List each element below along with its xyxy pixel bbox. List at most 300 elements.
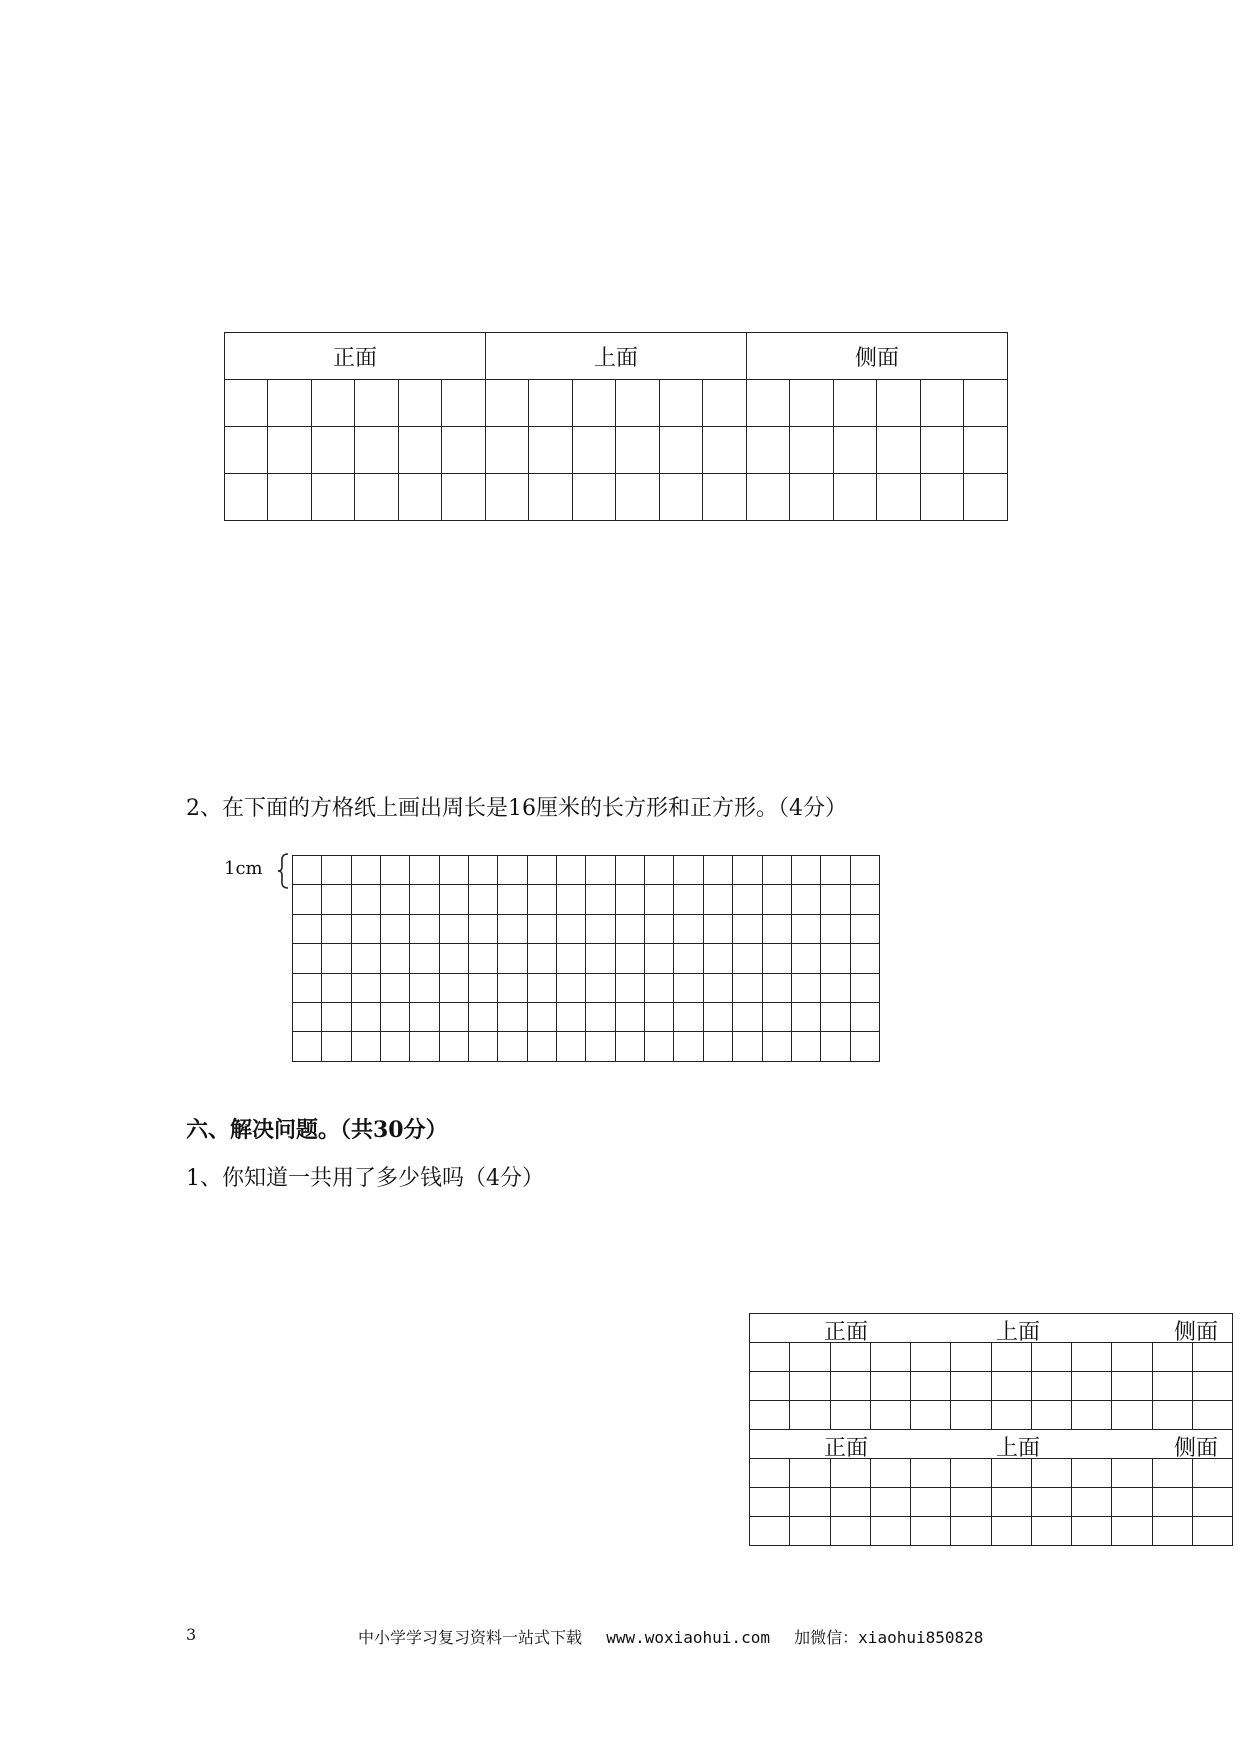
grid-paper-cell[interactable]	[645, 1032, 674, 1061]
grid-cell[interactable]	[1152, 1459, 1192, 1488]
grid-paper-cell[interactable]	[821, 1002, 850, 1031]
square-grid-paper[interactable]	[292, 855, 880, 1062]
grid-cell[interactable]	[1192, 1343, 1232, 1372]
grid-paper-cell[interactable]	[703, 856, 732, 885]
grid-paper-cell[interactable]	[733, 856, 762, 885]
grid-paper-cell[interactable]	[469, 856, 498, 885]
grid-cell[interactable]	[1072, 1488, 1112, 1517]
grid-paper-cell[interactable]	[527, 856, 556, 885]
grid-paper-cell[interactable]	[410, 973, 439, 1002]
grid-paper-cell[interactable]	[322, 1032, 351, 1061]
grid-paper-cell[interactable]	[293, 914, 322, 943]
grid-paper-cell[interactable]	[410, 1002, 439, 1031]
grid-paper-cell[interactable]	[821, 856, 850, 885]
grid-paper-cell[interactable]	[469, 944, 498, 973]
grid-cell[interactable]	[911, 1459, 951, 1488]
grid-cell[interactable]	[746, 380, 789, 427]
grid-cell[interactable]	[951, 1372, 991, 1401]
grid-cell[interactable]	[750, 1488, 790, 1517]
grid-cell[interactable]	[870, 1372, 910, 1401]
grid-paper-cell[interactable]	[557, 1032, 586, 1061]
grid-paper-cell[interactable]	[615, 944, 644, 973]
grid-cell[interactable]	[877, 380, 920, 427]
grid-cell[interactable]	[1152, 1517, 1192, 1546]
grid-paper-cell[interactable]	[703, 944, 732, 973]
grid-paper-cell[interactable]	[615, 885, 644, 914]
views-table-bottom-header-row	[750, 1314, 1233, 1343]
grid-cell[interactable]	[1152, 1343, 1192, 1372]
grid-cell[interactable]	[790, 474, 833, 521]
scale-brace-icon	[276, 852, 290, 890]
grid-cell[interactable]	[268, 427, 311, 474]
grid-cell[interactable]	[703, 380, 747, 427]
grid-paper-cell[interactable]	[410, 856, 439, 885]
grid-paper-cell[interactable]	[469, 885, 498, 914]
grid-cell[interactable]	[790, 1372, 830, 1401]
grid-paper-cell[interactable]	[850, 944, 879, 973]
grid-paper-cell[interactable]	[527, 885, 556, 914]
grid-cell[interactable]	[920, 474, 963, 521]
grid-cell[interactable]	[442, 427, 486, 474]
grid-paper-cell[interactable]	[351, 1002, 380, 1031]
grid-cell[interactable]	[311, 427, 354, 474]
grid-cell[interactable]	[790, 1488, 830, 1517]
section-6-title: 六、解决问题。（共30分）	[186, 1117, 448, 1143]
grid-cell[interactable]	[1072, 1459, 1112, 1488]
grid-paper-cell[interactable]	[381, 1002, 410, 1031]
grid-cell[interactable]	[790, 1517, 830, 1546]
grid-cell[interactable]	[572, 380, 615, 427]
grid-paper-cell[interactable]	[439, 885, 468, 914]
grid-paper-cell[interactable]	[557, 1002, 586, 1031]
grid-cell[interactable]	[790, 1459, 830, 1488]
grid-paper-cell[interactable]	[615, 1032, 644, 1061]
grid-cell[interactable]	[225, 380, 268, 427]
grid-cell[interactable]	[355, 474, 398, 521]
grid-cell[interactable]	[1192, 1401, 1232, 1430]
grid-paper-cell[interactable]	[351, 944, 380, 973]
grid-cell[interactable]	[1112, 1517, 1152, 1546]
grid-cell[interactable]	[659, 427, 702, 474]
grid-cell[interactable]	[355, 427, 398, 474]
grid-cell[interactable]	[442, 380, 486, 427]
grid-paper-cell[interactable]	[527, 973, 556, 1002]
grid-paper-cell[interactable]	[821, 973, 850, 1002]
grid-cell[interactable]	[911, 1488, 951, 1517]
grid-paper-cell[interactable]	[821, 914, 850, 943]
grid-paper-cell[interactable]	[381, 914, 410, 943]
grid-cell[interactable]	[991, 1372, 1031, 1401]
grid-paper-cell[interactable]	[674, 1032, 703, 1061]
grid-cell[interactable]	[1152, 1488, 1192, 1517]
views-table-bottom-row	[750, 1488, 1233, 1517]
grid-paper-cell[interactable]	[322, 885, 351, 914]
grid-cell[interactable]	[616, 474, 659, 521]
grid-paper-cell[interactable]	[791, 1032, 820, 1061]
grid-cell[interactable]	[485, 427, 528, 474]
grid-paper-cell[interactable]	[674, 914, 703, 943]
grid-cell[interactable]	[659, 474, 702, 521]
grid-cell[interactable]	[616, 380, 659, 427]
grid-cell[interactable]	[951, 1401, 991, 1430]
grid-paper-cell[interactable]	[703, 914, 732, 943]
section-6-question-1: 1、你知道一共用了多少钱吗（4分）	[186, 1166, 544, 1191]
grid-cell[interactable]	[750, 1401, 790, 1430]
grid-cell[interactable]	[1112, 1401, 1152, 1430]
grid-paper-cell[interactable]	[469, 1002, 498, 1031]
grid-paper-cell[interactable]	[322, 856, 351, 885]
grid-paper-cell[interactable]	[703, 1002, 732, 1031]
grid-cell[interactable]	[1192, 1488, 1232, 1517]
grid-paper-cell[interactable]	[498, 885, 527, 914]
grid-cell[interactable]	[398, 474, 441, 521]
grid-cell[interactable]	[911, 1343, 951, 1372]
grid-paper-cell[interactable]	[762, 944, 791, 973]
grid-paper-cell[interactable]	[586, 914, 615, 943]
grid-paper-cell[interactable]	[586, 856, 615, 885]
grid-cell[interactable]	[920, 427, 963, 474]
grid-paper-cell[interactable]	[351, 914, 380, 943]
grid-paper-cell[interactable]	[498, 914, 527, 943]
grid-paper-cell[interactable]	[850, 973, 879, 1002]
grid-paper-cell[interactable]	[381, 1032, 410, 1061]
grid-paper-cell[interactable]	[557, 944, 586, 973]
grid-paper-cell[interactable]	[586, 1032, 615, 1061]
grid-cell[interactable]	[398, 427, 441, 474]
grid-paper-cell[interactable]	[645, 1002, 674, 1031]
grid-cell[interactable]	[572, 427, 615, 474]
grid-paper-row	[293, 914, 880, 943]
grid-cell[interactable]	[951, 1459, 991, 1488]
footer-website[interactable]: www.woxiaohui.com	[606, 1628, 770, 1647]
grid-cell[interactable]	[311, 474, 354, 521]
grid-paper-cell[interactable]	[322, 1002, 351, 1031]
grid-paper-cell[interactable]	[615, 1002, 644, 1031]
grid-cell[interactable]	[870, 1459, 910, 1488]
footer-line	[358, 1625, 983, 1648]
views-table-bottom-header-row	[750, 1430, 1233, 1459]
grid-paper-cell[interactable]	[850, 885, 879, 914]
grid-cell[interactable]	[790, 1401, 830, 1430]
grid-cell[interactable]	[750, 1517, 790, 1546]
grid-paper-cell[interactable]	[674, 856, 703, 885]
grid-paper-cell[interactable]	[322, 944, 351, 973]
grid-paper-cell[interactable]	[733, 1002, 762, 1031]
grid-paper-cell[interactable]	[645, 914, 674, 943]
grid-cell[interactable]	[830, 1488, 870, 1517]
grid-paper-cell[interactable]	[498, 973, 527, 1002]
grid-paper-cell[interactable]	[293, 1032, 322, 1061]
grid-paper-cell[interactable]	[821, 885, 850, 914]
grid-cell[interactable]	[951, 1488, 991, 1517]
grid-paper-cell[interactable]	[293, 1002, 322, 1031]
grid-cell[interactable]	[572, 474, 615, 521]
grid-paper-cell[interactable]	[439, 1002, 468, 1031]
grid-paper-row	[293, 1002, 880, 1031]
grid-paper-cell[interactable]	[615, 973, 644, 1002]
grid-paper-cell[interactable]	[762, 1032, 791, 1061]
header-top: 上面	[996, 1436, 1041, 1461]
grid-paper-cell[interactable]	[527, 914, 556, 943]
grid-paper-cell[interactable]	[439, 856, 468, 885]
grid-paper-cell[interactable]	[381, 973, 410, 1002]
grid-paper-cell[interactable]	[762, 856, 791, 885]
grid-paper-cell[interactable]	[322, 973, 351, 1002]
grid-cell[interactable]	[703, 474, 747, 521]
grid-cell[interactable]	[225, 474, 268, 521]
views-table-bottom-row	[750, 1401, 1233, 1430]
grid-paper-cell[interactable]	[850, 1002, 879, 1031]
grid-cell[interactable]	[398, 380, 441, 427]
grid-paper-cell[interactable]	[586, 944, 615, 973]
grid-cell[interactable]	[833, 474, 876, 521]
grid-cell[interactable]	[877, 427, 920, 474]
grid-paper-cell[interactable]	[733, 885, 762, 914]
grid-paper-cell[interactable]	[762, 973, 791, 1002]
grid-cell[interactable]	[750, 1459, 790, 1488]
grid-cell[interactable]	[529, 474, 572, 521]
grid-paper-cell[interactable]	[733, 914, 762, 943]
grid-paper-cell[interactable]	[850, 856, 879, 885]
grid-cell[interactable]	[485, 474, 528, 521]
grid-paper-cell[interactable]	[586, 885, 615, 914]
header-side: 侧面	[746, 333, 1007, 380]
grid-paper-row	[293, 944, 880, 973]
grid-paper-cell[interactable]	[439, 914, 468, 943]
grid-cell[interactable]	[870, 1488, 910, 1517]
grid-paper-cell[interactable]	[351, 973, 380, 1002]
grid-paper-cell[interactable]	[821, 1032, 850, 1061]
grid-paper-cell[interactable]	[674, 944, 703, 973]
grid-cell[interactable]	[1152, 1401, 1192, 1430]
grid-paper-cell[interactable]	[703, 973, 732, 1002]
grid-paper-cell[interactable]	[381, 856, 410, 885]
grid-cell[interactable]	[830, 1343, 870, 1372]
grid-cell[interactable]	[951, 1517, 991, 1546]
grid-cell[interactable]	[1031, 1343, 1071, 1372]
grid-paper-cell[interactable]	[469, 973, 498, 1002]
grid-paper-cell[interactable]	[293, 885, 322, 914]
grid-cell[interactable]	[442, 474, 486, 521]
grid-cell[interactable]	[268, 474, 311, 521]
page-number: 3	[186, 1625, 197, 1644]
grid-cell[interactable]	[870, 1343, 910, 1372]
grid-cell[interactable]	[830, 1459, 870, 1488]
grid-paper-cell[interactable]	[469, 914, 498, 943]
grid-paper-cell[interactable]	[791, 856, 820, 885]
grid-paper-cell[interactable]	[586, 973, 615, 1002]
grid-paper-cell[interactable]	[733, 973, 762, 1002]
grid-cell[interactable]	[659, 380, 702, 427]
grid-paper-cell[interactable]	[498, 944, 527, 973]
grid-paper-cell[interactable]	[469, 1032, 498, 1061]
grid-paper-cell[interactable]	[791, 1002, 820, 1031]
grid-cell[interactable]	[991, 1517, 1031, 1546]
grid-cell[interactable]	[225, 427, 268, 474]
header-front: 正面	[824, 1436, 869, 1461]
grid-paper-cell[interactable]	[557, 856, 586, 885]
header-side: 侧面	[1174, 1436, 1219, 1461]
grid-cell[interactable]	[1031, 1401, 1071, 1430]
grid-paper-cell[interactable]	[351, 885, 380, 914]
grid-paper-cell[interactable]	[293, 944, 322, 973]
grid-paper-cell[interactable]	[410, 1032, 439, 1061]
grid-paper-cell[interactable]	[351, 856, 380, 885]
grid-cell[interactable]	[1031, 1459, 1071, 1488]
grid-cell[interactable]	[750, 1343, 790, 1372]
grid-cell[interactable]	[1031, 1517, 1071, 1546]
grid-paper-cell[interactable]	[498, 1002, 527, 1031]
grid-cell[interactable]	[920, 380, 963, 427]
grid-paper-cell[interactable]	[410, 885, 439, 914]
grid-paper-cell[interactable]	[586, 1002, 615, 1031]
grid-paper-cell[interactable]	[439, 973, 468, 1002]
grid-paper-cell[interactable]	[645, 856, 674, 885]
grid-cell[interactable]	[355, 380, 398, 427]
grid-paper-cell[interactable]	[557, 885, 586, 914]
grid-cell[interactable]	[529, 380, 572, 427]
grid-cell[interactable]	[911, 1372, 951, 1401]
grid-cell[interactable]	[1112, 1459, 1152, 1488]
grid-cell[interactable]	[1072, 1343, 1112, 1372]
header-top: 上面	[485, 333, 746, 380]
grid-paper-cell[interactable]	[351, 1032, 380, 1061]
grid-cell[interactable]	[830, 1401, 870, 1430]
views-table-top-row	[225, 427, 1008, 474]
grid-cell[interactable]	[1112, 1488, 1152, 1517]
grid-cell[interactable]	[870, 1401, 910, 1430]
views-table-top-row	[225, 474, 1008, 521]
grid-paper-cell[interactable]	[703, 1032, 732, 1061]
grid-cell[interactable]	[951, 1343, 991, 1372]
grid-cell[interactable]	[830, 1517, 870, 1546]
grid-paper-row	[293, 1032, 880, 1061]
grid-paper-cell[interactable]	[615, 914, 644, 943]
grid-cell[interactable]	[1031, 1488, 1071, 1517]
grid-paper-cell[interactable]	[791, 944, 820, 973]
grid-paper-cell[interactable]	[322, 914, 351, 943]
grid-cell[interactable]	[1192, 1459, 1232, 1488]
grid-paper-cell[interactable]	[293, 856, 322, 885]
grid-paper-row	[293, 973, 880, 1002]
grid-cell[interactable]	[991, 1401, 1031, 1430]
grid-cell[interactable]	[991, 1459, 1031, 1488]
grid-paper-cell[interactable]	[439, 944, 468, 973]
grid-paper-cell[interactable]	[439, 1032, 468, 1061]
grid-paper-cell[interactable]	[645, 944, 674, 973]
grid-paper-cell[interactable]	[791, 885, 820, 914]
grid-cell[interactable]	[790, 380, 833, 427]
grid-cell[interactable]	[616, 427, 659, 474]
footer-text: 中小学学习复习资料一站式下载	[358, 1628, 583, 1647]
grid-cell[interactable]	[529, 427, 572, 474]
grid-cell[interactable]	[830, 1372, 870, 1401]
grid-paper-cell[interactable]	[762, 885, 791, 914]
grid-cell[interactable]	[870, 1517, 910, 1546]
grid-cell[interactable]	[964, 474, 1008, 521]
grid-paper-cell[interactable]	[762, 1002, 791, 1031]
grid-cell[interactable]	[1152, 1372, 1192, 1401]
views-table-bottom-header	[750, 1430, 1233, 1459]
grid-paper-cell[interactable]	[733, 1032, 762, 1061]
grid-cell[interactable]	[911, 1401, 951, 1430]
question-2-text: 2、在下面的方格纸上画出周长是16厘米的长方形和正方形。（4分）	[186, 796, 847, 821]
grid-paper-cell[interactable]	[381, 944, 410, 973]
grid-paper-cell[interactable]	[821, 944, 850, 973]
grid-paper-cell[interactable]	[703, 885, 732, 914]
views-table-bottom-row	[750, 1372, 1233, 1401]
grid-cell[interactable]	[1112, 1372, 1152, 1401]
grid-cell[interactable]	[746, 427, 789, 474]
grid-cell[interactable]	[877, 474, 920, 521]
grid-paper-cell[interactable]	[410, 944, 439, 973]
grid-paper-cell[interactable]	[498, 1032, 527, 1061]
grid-cell[interactable]	[964, 427, 1008, 474]
grid-cell[interactable]	[991, 1488, 1031, 1517]
grid-paper-cell[interactable]	[557, 973, 586, 1002]
grid-paper-cell[interactable]	[762, 914, 791, 943]
grid-cell[interactable]	[1072, 1517, 1112, 1546]
grid-cell[interactable]	[485, 380, 528, 427]
grid-cell[interactable]	[964, 380, 1008, 427]
grid-cell[interactable]	[1072, 1372, 1112, 1401]
grid-cell[interactable]	[1072, 1401, 1112, 1430]
views-table-top-row	[225, 380, 1008, 427]
grid-paper-cell[interactable]	[791, 973, 820, 1002]
header-front: 正面	[225, 333, 486, 380]
grid-cell[interactable]	[1192, 1517, 1232, 1546]
grid-cell[interactable]	[911, 1517, 951, 1546]
grid-paper-cell[interactable]	[527, 1002, 556, 1031]
grid-cell[interactable]	[750, 1372, 790, 1401]
grid-paper-cell[interactable]	[293, 973, 322, 1002]
grid-cell[interactable]	[833, 427, 876, 474]
views-table-bottom	[749, 1313, 1233, 1549]
grid-cell[interactable]	[1112, 1343, 1152, 1372]
grid-cell[interactable]	[833, 380, 876, 427]
grid-cell[interactable]	[790, 1343, 830, 1372]
grid-paper-cell[interactable]	[674, 973, 703, 1002]
grid-paper-cell[interactable]	[674, 1002, 703, 1031]
grid-cell[interactable]	[1192, 1372, 1232, 1401]
footer-wechat-label: 加微信：	[794, 1628, 859, 1647]
grid-paper-cell[interactable]	[527, 1032, 556, 1061]
grid-paper-cell[interactable]	[850, 1032, 879, 1061]
scale-label: 1cm	[224, 858, 263, 879]
grid-paper-cell[interactable]	[645, 885, 674, 914]
grid-cell[interactable]	[746, 474, 789, 521]
grid-paper-cell[interactable]	[381, 885, 410, 914]
grid-paper-cell[interactable]	[557, 914, 586, 943]
grid-paper-cell[interactable]	[410, 914, 439, 943]
grid-paper-row	[293, 885, 880, 914]
grid-cell[interactable]	[311, 380, 354, 427]
grid-cell[interactable]	[991, 1343, 1031, 1372]
grid-cell[interactable]	[703, 427, 747, 474]
grid-paper-cell[interactable]	[791, 914, 820, 943]
grid-paper-cell[interactable]	[527, 944, 556, 973]
grid-cell[interactable]	[1031, 1372, 1071, 1401]
grid-paper-cell[interactable]	[733, 944, 762, 973]
grid-cell[interactable]	[268, 380, 311, 427]
views-table-bottom-header	[750, 1314, 1233, 1343]
grid-paper-cell[interactable]	[850, 914, 879, 943]
grid-paper-cell[interactable]	[645, 973, 674, 1002]
grid-paper-cell[interactable]	[498, 856, 527, 885]
grid-paper-cell[interactable]	[674, 885, 703, 914]
grid-paper-cell[interactable]	[615, 856, 644, 885]
grid-cell[interactable]	[790, 427, 833, 474]
